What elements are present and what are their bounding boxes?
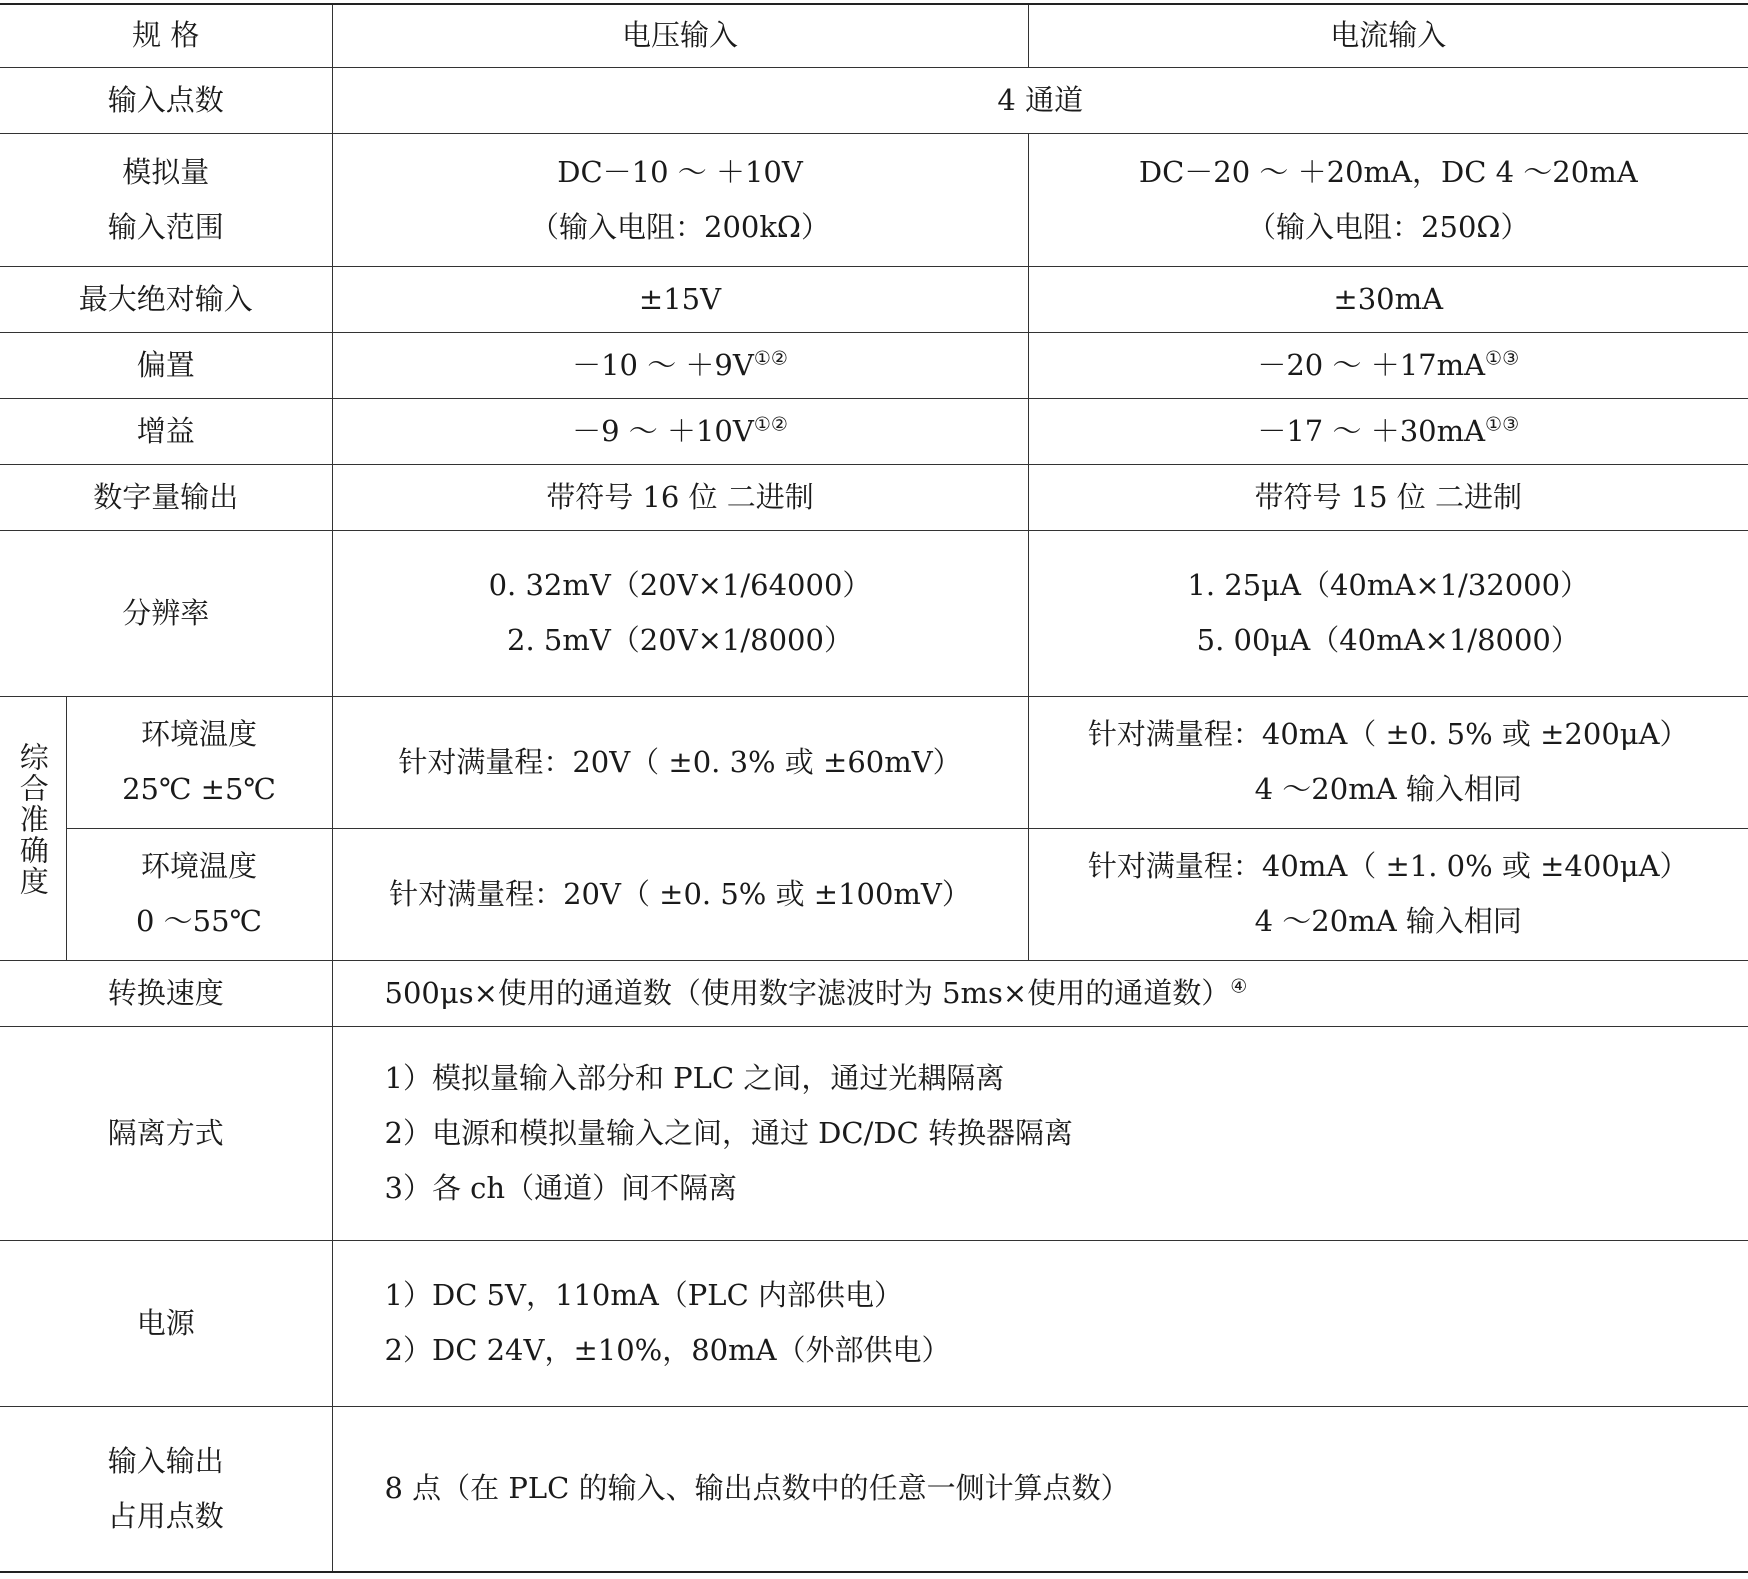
voltage-cell: 带符号 16 位 二进制 bbox=[332, 464, 1028, 530]
row-value bbox=[332, 960, 1748, 1026]
current-cell bbox=[1028, 332, 1748, 398]
current-line: 5. 00μA（40mA×1/8000） bbox=[1196, 623, 1580, 657]
footnote-mark: ④ bbox=[1230, 974, 1248, 997]
voltage-line: DC－10 ～ ＋10V bbox=[557, 154, 803, 189]
current-line: 4 ～20mA 输入相同 bbox=[1254, 904, 1522, 938]
current-value: －20 ～ ＋17mA bbox=[1257, 347, 1486, 382]
row-value: 8 点（在 PLC 的输入、输出点数中的任意一侧计算点数） bbox=[332, 1406, 1748, 1572]
current-line: 针对满量程：40mA（ ±1. 0% 或 ±400μA） bbox=[1087, 849, 1689, 883]
current-cell: 带符号 15 位 二进制 bbox=[1028, 464, 1748, 530]
row-label: 分辨率 bbox=[0, 530, 332, 696]
voltage-cell bbox=[332, 133, 1028, 266]
row-gain bbox=[0, 398, 1748, 464]
row-value bbox=[332, 1026, 1748, 1240]
footnote-mark: ①③ bbox=[1485, 346, 1520, 369]
current-cell bbox=[1028, 530, 1748, 696]
row-isolation bbox=[0, 1026, 1748, 1240]
current-cell: ±30mA bbox=[1028, 266, 1748, 332]
row-label: 最大绝对输入 bbox=[0, 266, 332, 332]
row-label: 数字量输出 bbox=[0, 464, 332, 530]
isolation-item: 1）模拟量输入部分和 PLC 之间，通过光耦隔离 bbox=[384, 1060, 1005, 1095]
voltage-cell bbox=[332, 398, 1028, 464]
isolation-item: 2）电源和模拟量输入之间，通过 DC/DC 转换器隔离 bbox=[384, 1115, 1074, 1150]
current-value: －17 ～ ＋30mA bbox=[1257, 413, 1486, 448]
voltage-line: 0. 32mV（20V×1/64000） bbox=[488, 568, 872, 602]
current-line: （输入电阻：250Ω） bbox=[1247, 209, 1530, 244]
current-line: 1. 25μA（40mA×1/32000） bbox=[1187, 568, 1590, 602]
label-line: 占用点数 bbox=[107, 1498, 224, 1533]
voltage-cell: 针对满量程：20V（ ±0. 5% 或 ±100mV） bbox=[332, 828, 1028, 960]
label-line: 25℃ ±5℃ bbox=[122, 772, 276, 806]
row-value bbox=[332, 1240, 1748, 1406]
voltage-cell bbox=[332, 332, 1028, 398]
header-voltage: 电压输入 bbox=[332, 4, 1028, 67]
current-cell bbox=[1028, 828, 1748, 960]
footnote-mark: ①② bbox=[753, 412, 788, 435]
row-max-abs bbox=[0, 266, 1748, 332]
row-power bbox=[0, 1240, 1748, 1406]
voltage-line: （输入电阻：200kΩ） bbox=[530, 209, 830, 244]
current-line: DC－20 ～ ＋20mA，DC 4 ～20mA bbox=[1138, 154, 1638, 189]
voltage-cell: 针对满量程：20V（ ±0. 3% 或 ±60mV） bbox=[332, 696, 1028, 828]
row-digital-out bbox=[0, 464, 1748, 530]
row-label: 偏置 bbox=[0, 332, 332, 398]
current-cell bbox=[1028, 133, 1748, 266]
row-label bbox=[0, 133, 332, 266]
accuracy-group-text: 综合准确度 bbox=[15, 741, 50, 897]
row-label: 电源 bbox=[0, 1240, 332, 1406]
row-io-points bbox=[0, 1406, 1748, 1572]
row-label: 增益 bbox=[0, 398, 332, 464]
row-accuracy-55 bbox=[0, 828, 1748, 960]
row-resolution bbox=[0, 530, 1748, 696]
row-label: 输入点数 bbox=[0, 67, 332, 133]
row-label bbox=[66, 828, 332, 960]
row-label: 转换速度 bbox=[0, 960, 332, 1026]
power-item: 2）DC 24V，±10%，80mA（外部供电） bbox=[384, 1333, 951, 1367]
current-cell bbox=[1028, 398, 1748, 464]
voltage-cell bbox=[332, 530, 1028, 696]
label-line: 输入范围 bbox=[107, 209, 224, 244]
header-current: 电流输入 bbox=[1028, 4, 1748, 67]
label-line: 模拟量 bbox=[122, 154, 210, 189]
label-line: 环境温度 bbox=[140, 849, 257, 883]
spec-table bbox=[0, 3, 1748, 1573]
row-label bbox=[66, 696, 332, 828]
row-points bbox=[0, 67, 1748, 133]
current-cell bbox=[1028, 696, 1748, 828]
row-range bbox=[0, 133, 1748, 266]
footnote-mark: ①③ bbox=[1485, 412, 1520, 435]
speed-value: 500μs×使用的通道数（使用数字滤波时为 5ms×使用的通道数） bbox=[384, 975, 1231, 1010]
row-speed bbox=[0, 960, 1748, 1026]
accuracy-group-label bbox=[0, 696, 66, 960]
power-item: 1）DC 5V，110mA（PLC 内部供电） bbox=[384, 1278, 903, 1312]
row-label bbox=[0, 1406, 332, 1572]
voltage-value: －10 ～ ＋9V bbox=[572, 347, 754, 382]
header-spec: 规 格 bbox=[0, 4, 332, 67]
current-line: 针对满量程：40mA（ ±0. 5% 或 ±200μA） bbox=[1087, 717, 1689, 751]
row-offset bbox=[0, 332, 1748, 398]
isolation-item: 3）各 ch（通道）间不隔离 bbox=[384, 1170, 738, 1205]
row-value: 4 通道 bbox=[332, 67, 1748, 133]
current-line: 4 ～20mA 输入相同 bbox=[1254, 772, 1522, 806]
label-line: 输入输出 bbox=[107, 1443, 224, 1478]
row-accuracy-25 bbox=[0, 696, 1748, 828]
voltage-cell: ±15V bbox=[332, 266, 1028, 332]
voltage-line: 2. 5mV（20V×1/8000） bbox=[507, 623, 853, 657]
row-label: 隔离方式 bbox=[0, 1026, 332, 1240]
voltage-value: －9 ～ ＋10V bbox=[572, 413, 754, 448]
label-line: 环境温度 bbox=[140, 717, 257, 751]
footnote-mark: ①② bbox=[753, 346, 788, 369]
header-row bbox=[0, 4, 1748, 67]
label-line: 0 ～55℃ bbox=[135, 904, 262, 938]
